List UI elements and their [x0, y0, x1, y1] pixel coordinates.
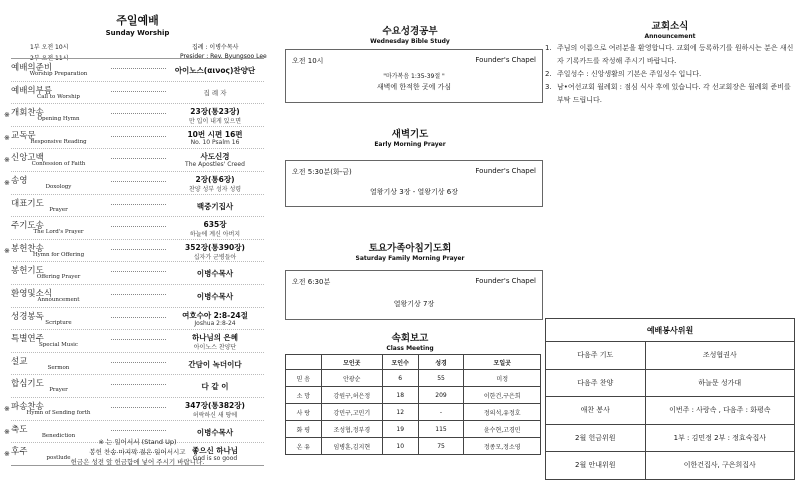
- order-title: 개회찬송: [11, 108, 44, 119]
- leader-dots: [111, 68, 166, 69]
- table-cell: 소 망: [286, 387, 322, 404]
- table-cell: 정종모,정소영: [464, 438, 541, 455]
- order-value-detail: 아이노스 찬양단: [193, 344, 237, 352]
- order-title: 설교: [11, 356, 28, 367]
- order-title-en: Hymn of Sending forth: [26, 409, 91, 416]
- dawn-heading: [275, 126, 545, 148]
- order-title-en: Prayer: [49, 206, 68, 213]
- order-value-detail: 찬양 성부 성자 성령: [188, 185, 242, 193]
- worship-servers-table: [545, 318, 795, 480]
- meeting-subtitle: Class Meeting: [386, 345, 434, 352]
- leader-dots: [111, 407, 166, 408]
- order-title-en: postlude: [46, 455, 71, 462]
- worship-footer: [0, 437, 275, 467]
- server-names: 조성협권사: [645, 342, 794, 370]
- order-value: 23장(통23장): [190, 107, 240, 117]
- order-row: [11, 375, 264, 398]
- dawn-place: Founder's Chapel: [475, 167, 536, 175]
- order-row: [4, 149, 264, 172]
- table-cell: 6: [382, 370, 418, 387]
- order-value-detail: 하늘에 계신 아버지: [189, 231, 241, 239]
- announcement-text: 주님의 이름으로 여러분을 환영합니다. 교회에 등록하기를 원하시는 분은 새신자 기록카드를 작성해 주시기 바랍니다.: [557, 44, 794, 65]
- order-value: 이병수목사: [196, 291, 234, 301]
- saturday-box: [285, 270, 543, 320]
- table-cell: 온 유: [286, 438, 322, 455]
- leader-dots: [111, 113, 166, 114]
- saturday-place: Founder's Chapel: [475, 277, 536, 285]
- order-title: 신앙고백: [11, 153, 44, 164]
- order-title: 특별연주: [11, 334, 44, 345]
- order-title-en: Confession of Faith: [31, 161, 86, 168]
- news-title: 교회소식: [651, 21, 689, 32]
- server-role: 애찬 봉사: [546, 397, 646, 425]
- order-row: [11, 217, 264, 240]
- order-value: 이병수목사: [196, 427, 234, 437]
- order-title: 후주: [11, 447, 28, 458]
- wednesday-place: Founder's Chapel: [475, 56, 536, 64]
- table-cell: 이한건,구은희: [464, 387, 541, 404]
- order-row: [4, 172, 264, 195]
- header-cell: 모인곳: [321, 355, 382, 370]
- table-row: [286, 370, 541, 387]
- table-cell: 조성협,정부경: [321, 421, 382, 438]
- table-cell: 강민구,고민기: [321, 404, 382, 421]
- stand-mark: ※: [4, 404, 10, 413]
- leader-dots: [111, 158, 166, 159]
- stand-note: 는 일어서서 (Stand Up): [106, 438, 177, 446]
- table-cell: 209: [418, 387, 464, 404]
- order-title: 성경봉독: [11, 311, 44, 322]
- service-time: 1부 오전 10시: [30, 44, 69, 51]
- order-value-detail: 허락하신 새 땅에: [192, 411, 238, 419]
- server-names: 하늘문 성가대: [645, 369, 794, 397]
- order-row: [4, 398, 264, 421]
- announcement-item: [545, 81, 795, 107]
- leader-dots: [111, 91, 166, 92]
- server-names: 1부 : 김민정 2부 : 정효숙집사: [645, 424, 794, 452]
- header-cell: [286, 355, 322, 370]
- order-row: [11, 330, 264, 353]
- table-cell: 사 랑: [286, 404, 322, 421]
- presider-ko: 집례 : 이병수목사: [192, 44, 239, 51]
- order-title-en: Worship Preparation: [29, 71, 88, 77]
- order-title-en: Call to Worship: [37, 93, 80, 100]
- order-value: 다 같 이: [201, 382, 229, 392]
- announcement-number: 1.: [545, 44, 552, 52]
- table-row: [286, 438, 541, 455]
- saturday-text: 열왕기상 7장: [393, 300, 435, 308]
- order-title-en: Special Music: [38, 342, 78, 349]
- order-row: [11, 262, 264, 285]
- order-value-detail: The Apostles' Creed: [185, 161, 245, 169]
- saturday-heading: [275, 240, 545, 262]
- order-value: 352장(통390장): [185, 242, 245, 252]
- server-role: 2월 헌금위원: [546, 424, 646, 452]
- order-row: [11, 59, 264, 82]
- order-row: [4, 240, 264, 263]
- saturday-title: 토요가족아침기도회: [368, 243, 452, 254]
- wednesday-title: 수요성경공부: [382, 26, 438, 37]
- leader-dots: [111, 271, 166, 272]
- sunday-worship-section: [0, 0, 275, 466]
- stand-mark: ※: [98, 438, 104, 446]
- order-title-en: Prayer: [49, 387, 68, 394]
- leader-dots: [111, 181, 166, 182]
- sunday-subtitle: Sunday Worship: [105, 29, 170, 37]
- header-cell: 모일곳: [464, 355, 541, 370]
- server-role: 다음주 찬양: [546, 369, 646, 397]
- stand-mark: ※: [4, 156, 10, 165]
- order-value: 347장(통382장): [185, 400, 245, 410]
- table-cell: 정의석,유정호: [464, 404, 541, 421]
- offering-note-2: 헌금은 성전 앞 헌금함에 넣어 주시기 바랍니다.: [70, 458, 205, 466]
- order-row: [11, 353, 264, 376]
- news-heading: [545, 18, 795, 40]
- leader-dots: [111, 317, 166, 318]
- table-cell: 75: [418, 438, 464, 455]
- table-row: [286, 421, 541, 438]
- announcement-list: [545, 42, 795, 107]
- table-cell: 미정: [464, 370, 541, 387]
- table-cell: 18: [382, 387, 418, 404]
- order-row: [4, 104, 264, 127]
- order-value: 여호수아 2:8-24절: [182, 310, 248, 320]
- offering-note: 봉헌 찬송 마지막 절은 일어서시고: [89, 448, 186, 456]
- stand-mark: ※: [4, 427, 10, 436]
- leader-dots: [111, 226, 166, 227]
- leader-dots: [111, 384, 166, 385]
- table-row: [286, 387, 541, 404]
- table-cell: 믿 음: [286, 370, 322, 387]
- dawn-subtitle: Early Morning Prayer: [374, 141, 446, 148]
- order-row: [11, 195, 264, 218]
- order-title: 합심기도: [11, 379, 44, 390]
- order-value-detail: 만 입이 내게 있으면: [188, 118, 242, 126]
- dawn-time: 오전 5:30분(화-금): [292, 168, 352, 176]
- stand-mark: ※: [4, 246, 10, 255]
- order-row: [11, 308, 264, 331]
- order-title-en: Responsive Reading: [30, 138, 87, 145]
- order-value: 좋으신 하나님: [191, 446, 239, 456]
- order-title: 교독문: [11, 130, 36, 141]
- order-value: 간담이 녹더이다: [188, 359, 242, 369]
- table-cell: 강원구,허은정: [321, 387, 382, 404]
- order-title: 예배의부름: [11, 85, 53, 96]
- table-row: [546, 397, 795, 425]
- header-cell: 성경: [418, 355, 464, 370]
- server-role: 2월 안내위원: [546, 452, 646, 480]
- order-value: 2장(통6장): [195, 174, 235, 184]
- announcement-item: [545, 42, 795, 68]
- order-value: 집 례 자: [203, 88, 227, 97]
- meeting-title: 속회보고: [391, 333, 429, 344]
- order-value-detail: Joshua 2:8-24: [194, 319, 236, 327]
- order-title-en: The Lord's Prayer: [33, 229, 84, 236]
- announcement-number: 3.: [545, 83, 552, 91]
- stand-mark: ※: [4, 450, 10, 459]
- meeting-heading: [275, 330, 545, 352]
- order-row: [11, 82, 264, 105]
- order-title-en: Announcement: [37, 296, 80, 303]
- table-cell: 안광순: [321, 370, 382, 387]
- leader-dots: [111, 294, 166, 295]
- dawn-title: 새벽기도: [391, 129, 429, 140]
- leader-dots: [111, 339, 166, 340]
- wednesday-box: [285, 49, 543, 103]
- table-row: [546, 424, 795, 452]
- wednesday-heading: [275, 23, 545, 45]
- order-title-en: Offering Prayer: [36, 274, 81, 281]
- announcement-item: [545, 68, 795, 81]
- dawn-box: [285, 160, 543, 207]
- announcement-number: 2.: [545, 70, 552, 78]
- table-row: [546, 342, 795, 370]
- wednesday-topic: 새벽에 한적한 곳에 가심: [376, 83, 452, 91]
- order-title-en: Opening Hymn: [37, 116, 80, 123]
- table-row: [546, 369, 795, 397]
- order-value: 이병수목사: [196, 269, 234, 279]
- order-title-en: Hymn for Offering: [32, 251, 85, 258]
- order-title: 예배의준비: [11, 63, 53, 73]
- order-title: 파송찬송: [11, 401, 44, 412]
- order-title-en: Doxology: [45, 183, 72, 190]
- leader-dots: [111, 362, 166, 363]
- leader-dots: [111, 249, 166, 250]
- table-cell: 10: [382, 438, 418, 455]
- leader-dots: [111, 204, 166, 205]
- order-row: [11, 285, 264, 308]
- news-subtitle: Announcement: [644, 33, 696, 40]
- leader-dots: [111, 136, 166, 137]
- table-cell: 화 평: [286, 421, 322, 438]
- presider-en: Presider : Rev. Byungsoo Lee: [180, 53, 267, 60]
- announcement-text: 남•여선교회 월례회 : 점심 식사 후에 있습니다. 각 선교회장은 월례회 준비를 부탁 드립니다.: [557, 83, 791, 104]
- service-time: 2부 오전 11시: [30, 55, 69, 62]
- order-value: 하나님의 은혜: [191, 333, 239, 343]
- server-role: 다음주 기도: [546, 342, 646, 370]
- table-cell: 12: [382, 404, 418, 421]
- stand-mark: ※: [4, 111, 10, 120]
- announcement-text: 주일성수 : 신앙생활의 기본은 주일성수 입니다.: [557, 70, 702, 78]
- table-cell: -: [418, 404, 464, 421]
- wednesday-time: 오전 10시: [292, 57, 324, 65]
- saturday-subtitle: Saturday Family Morning Prayer: [355, 255, 465, 262]
- order-value: 사도신경: [200, 152, 230, 162]
- order-title: 봉헌찬송: [11, 243, 44, 254]
- order-value-detail: 십자가 군병들아: [193, 253, 237, 261]
- server-names: 이번주 : 사랑속 , 다음주 : 화평속: [645, 397, 794, 425]
- order-title: 환영및소식: [11, 288, 53, 299]
- order-title: 봉헌기도: [11, 266, 44, 277]
- service-line: [0, 42, 275, 53]
- table-cell: 윤수현,고경민: [464, 421, 541, 438]
- order-value: 백중기집사: [196, 201, 234, 211]
- dawn-text: 열왕기상 3장 - 열왕기상 6장: [370, 188, 458, 196]
- stand-mark: ※: [4, 178, 10, 187]
- order-value-detail: No. 10 Psalm 16: [190, 138, 240, 146]
- table-cell: 임병훈,김지현: [321, 438, 382, 455]
- saturday-time: 오전 6:30분: [292, 278, 331, 286]
- leader-dots: [111, 430, 166, 431]
- table-cell: 55: [418, 370, 464, 387]
- class-meeting-table: [285, 354, 541, 455]
- server-names: 이한건집사, 구은희집사: [645, 452, 794, 480]
- order-value: 10번 시편 16편: [187, 129, 243, 139]
- table-cell: 19: [382, 421, 418, 438]
- order-title-en: Scripture: [45, 319, 72, 326]
- table-cell: 115: [418, 421, 464, 438]
- order-value: 아이노스(αινος)찬양단: [174, 66, 256, 75]
- table-row: [546, 452, 795, 480]
- sunday-title: 주일예배: [116, 14, 159, 27]
- header-cell: 모인수: [382, 355, 418, 370]
- table-header-row: [286, 355, 541, 370]
- order-row: [4, 127, 264, 150]
- order-value-detail: God is so good: [192, 455, 238, 463]
- wednesday-subtitle: Wednesday Bible Study: [370, 38, 450, 45]
- order-title: 송영: [11, 175, 28, 186]
- wednesday-scripture: "마가복음 1:35-39절 ": [383, 73, 445, 80]
- order-value: 635장: [203, 220, 227, 230]
- stand-mark: ※: [4, 133, 10, 142]
- servers-title: 예배봉사위원: [546, 319, 795, 342]
- order-title: 축도: [11, 424, 28, 435]
- order-of-worship: [4, 58, 264, 466]
- order-title-en: Sermon: [47, 364, 70, 371]
- table-row: [286, 404, 541, 421]
- order-title: 대표기도: [11, 198, 44, 209]
- order-title-en: Benediction: [41, 432, 76, 439]
- order-title: 주기도송: [11, 221, 44, 232]
